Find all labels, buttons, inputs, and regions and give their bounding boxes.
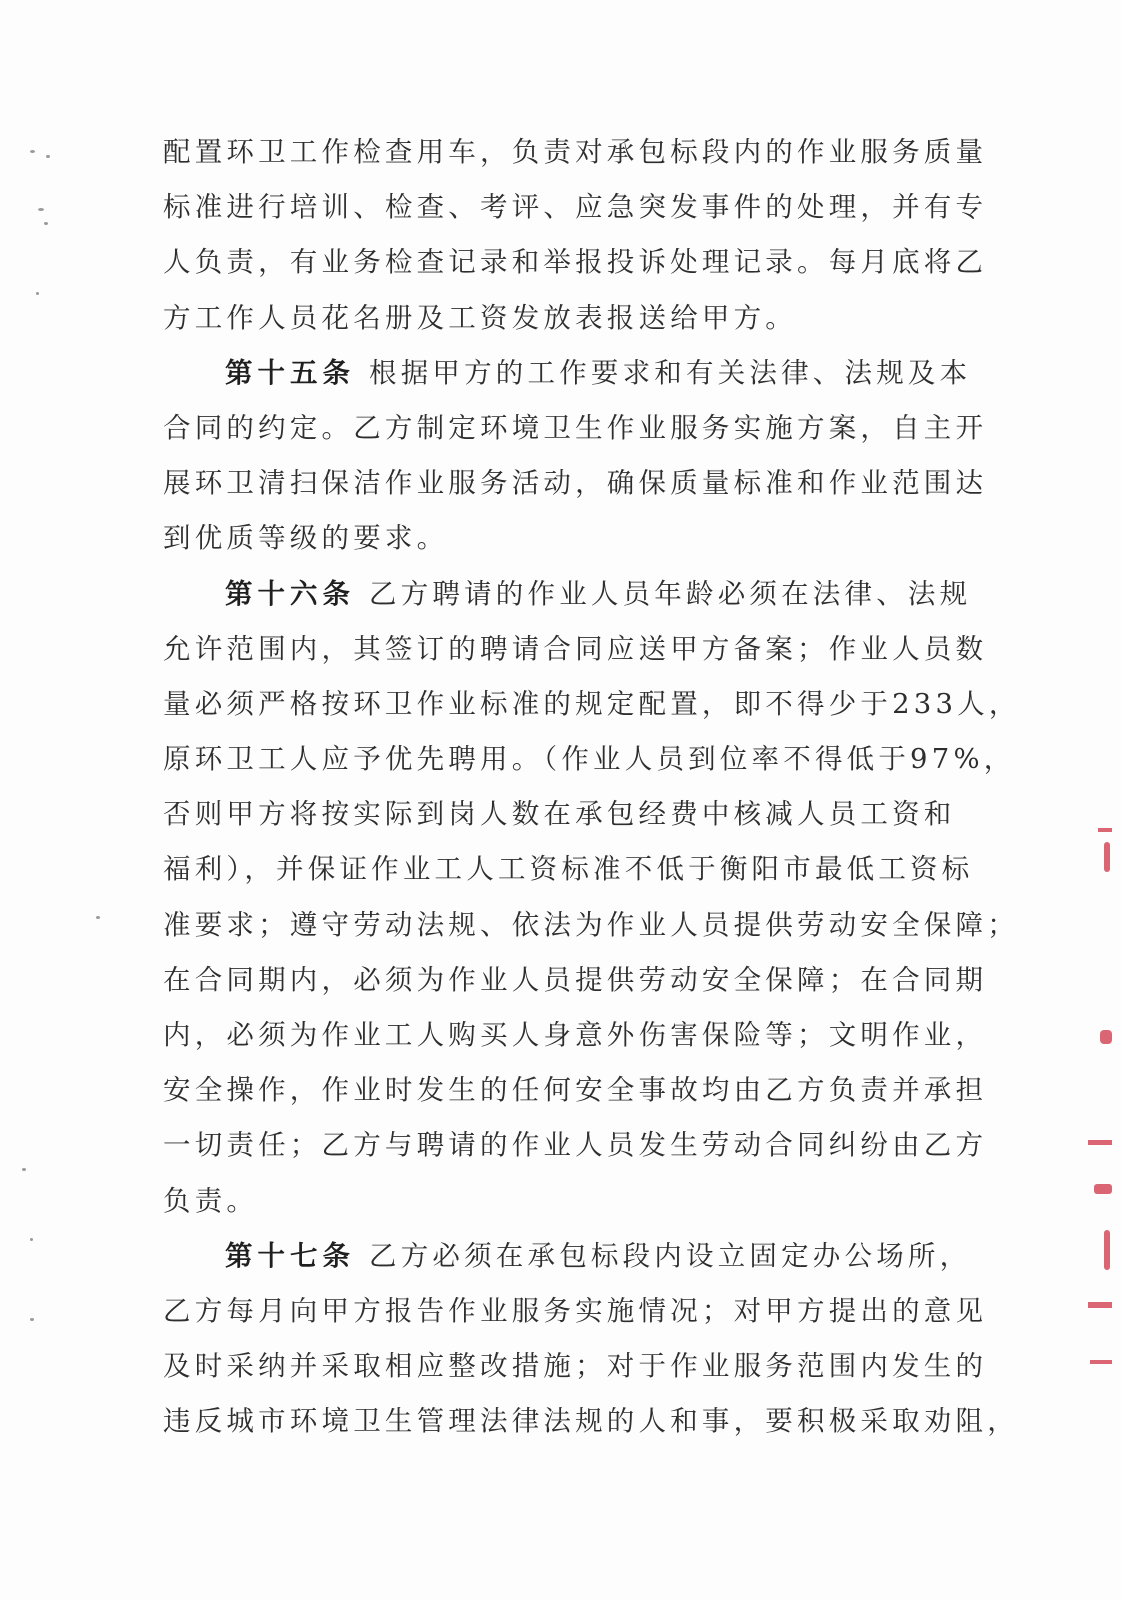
article-17-first-line	[163, 1229, 972, 1284]
scan-speck	[22, 1168, 26, 1171]
article-16-first-line	[163, 567, 972, 622]
body-line: 准要求；遵守劳动法规、依法为作业人员提供劳动安全保障；	[163, 908, 1019, 941]
article-15-first-line	[163, 346, 972, 401]
body-line: 到优质等级的要求。	[163, 522, 449, 555]
body-line: 方工作人员花名册及工资发放表报送给甲方。	[163, 301, 797, 334]
body-line: 量必须严格按环卫作业标准的规定配置，即不得少于233人，	[163, 687, 1021, 720]
body-line: 标准进行培训、检查、考评、应急突发事件的处理，并有专	[163, 191, 988, 224]
body-line-text: 乙方必须在承包标段内设立固定办公场所，	[369, 1239, 972, 1272]
body-line: 合同的约定。乙方制定环境卫生作业服务实施方案，自主开	[163, 411, 988, 444]
seal-fragment	[1088, 1302, 1112, 1308]
body-line: 允许范围内，其签订的聘请合同应送甲方备案；作业人员数	[163, 632, 988, 665]
body-line-text: 根据甲方的工作要求和有关法律、法规及本	[369, 356, 972, 389]
scan-speck	[46, 155, 50, 158]
article-heading: 第十六条	[225, 577, 355, 610]
body-line: 违反城市环境卫生管理法律法规的人和事，要积极采取劝阻，	[163, 1405, 1019, 1438]
scan-speck	[30, 150, 35, 153]
body-line: 福利），并保证作业工人工资标准不低于衡阳市最低工资标	[163, 853, 974, 886]
body-line: 配置环卫工作检查用车，负责对承包标段内的作业服务质量	[163, 136, 988, 168]
scan-speck	[44, 222, 48, 225]
body-line: 内，必须为作业工人购买人身意外伤害保险等；文明作业，	[163, 1019, 988, 1051]
body-line: 乙方每月向甲方报告作业服务实施情况；对甲方提出的意见	[163, 1294, 988, 1327]
seal-fragment	[1104, 842, 1110, 872]
scan-speck	[30, 1318, 34, 1321]
scan-speck	[30, 1238, 33, 1241]
seal-fragment	[1100, 1030, 1112, 1044]
body-line: 否则甲方将按实际到岗人数在承包经费中核减人员工资和	[163, 798, 956, 831]
seal-fragment	[1090, 1360, 1112, 1364]
body-line: 原环卫工人应予优先聘用。（作业人员到位率不得低于97%，	[163, 743, 1016, 776]
body-line: 人负责，有业务检查记录和举报投诉处理记录。每月底将乙	[163, 246, 988, 279]
seal-fragment	[1104, 1230, 1110, 1270]
scan-speck	[36, 292, 39, 295]
body-line: 一切责任；乙方与聘请的作业人员发生劳动合同纠纷由乙方	[163, 1129, 988, 1162]
body-line: 负责。	[163, 1184, 259, 1217]
seal-fragment	[1088, 1140, 1112, 1145]
scan-speck	[38, 208, 44, 211]
scan-speck	[96, 916, 100, 919]
body-line-text: 乙方聘请的作业人员年龄必须在法律、法规	[369, 577, 972, 610]
body-line: 在合同期内，必须为作业人员提供劳动安全保障；在合同期	[163, 963, 988, 996]
article-heading: 第十五条	[225, 356, 355, 389]
body-line: 安全操作，作业时发生的任何安全事故均由乙方负责并承担	[163, 1074, 988, 1107]
article-heading: 第十七条	[225, 1239, 355, 1272]
body-line: 及时采纳并采取相应整改措施；对于作业服务范围内发生的	[163, 1350, 988, 1383]
document-body	[163, 125, 1021, 1450]
seal-fragment	[1094, 1184, 1112, 1194]
seal-fragment	[1098, 828, 1112, 832]
body-line: 展环卫清扫保洁作业服务活动，确保质量标准和作业范围达	[163, 467, 988, 500]
